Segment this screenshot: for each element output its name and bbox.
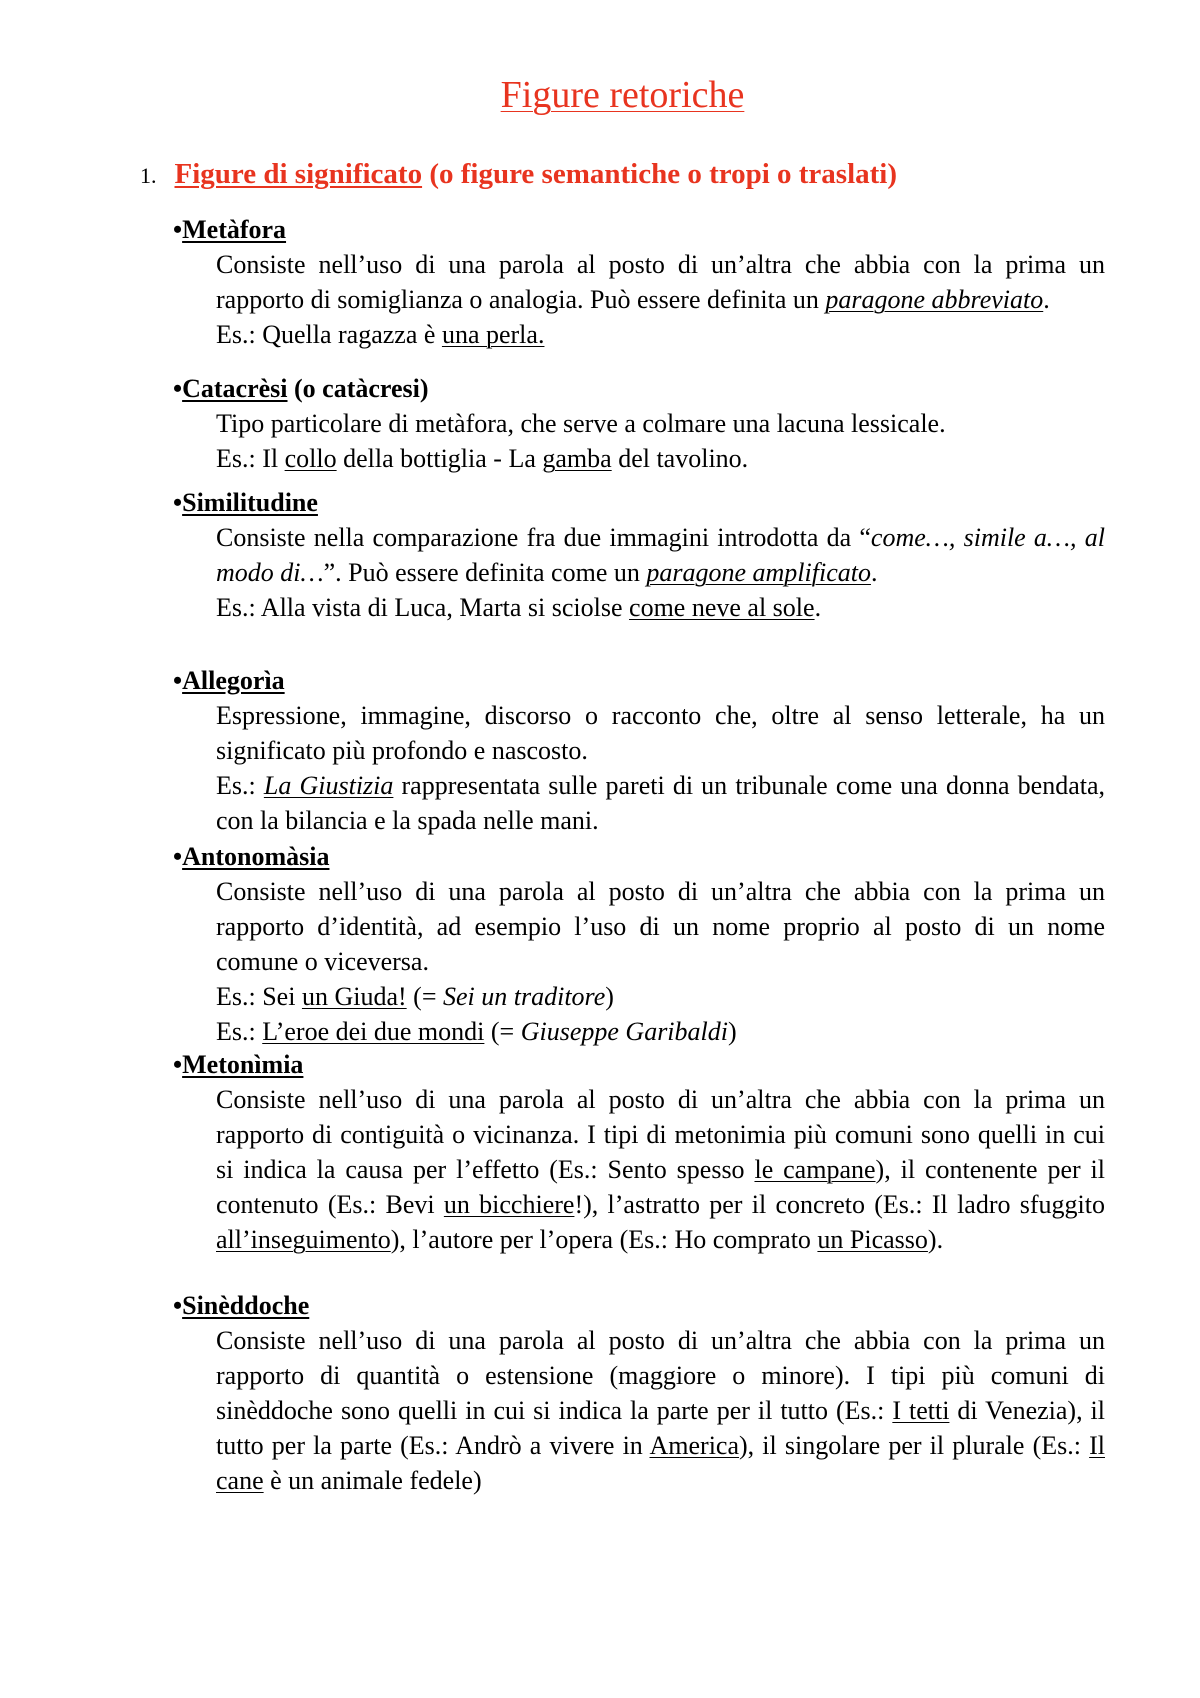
example-underlined: una perla. <box>441 320 545 349</box>
section-title-rest: (o figure semantiche o tropi o traslati) <box>422 158 898 190</box>
bullet: • <box>173 842 183 871</box>
example-underlined: America <box>649 1431 740 1460</box>
entry-allegoria <box>173 664 1105 838</box>
definition-text: ), l’autore per l’opera (Es.: Ho comprato <box>390 1225 818 1254</box>
entry-sineddoche <box>173 1289 1105 1498</box>
entry-example <box>216 441 1105 476</box>
term-label: Similitudine <box>182 488 318 517</box>
term-extra: (o catàcresi) <box>287 374 429 403</box>
term-label: Sinèddoche <box>182 1291 310 1320</box>
example-underlined: I tetti <box>892 1396 950 1425</box>
bullet: • <box>173 215 183 244</box>
example-suffix: rappresentata sulle pareti di un tribunale come una donna bendata, con la bilancia e la spada nelle mani. <box>216 771 1106 835</box>
entry-definition <box>216 874 1105 979</box>
example-suffix: ) <box>727 1017 737 1046</box>
entry-definition <box>216 1323 1105 1498</box>
term-label: Catacrèsi <box>182 374 288 403</box>
example-prefix: Es.: Il <box>216 444 285 473</box>
example-prefix: Es.: Alla vista di Luca, Marta si sciolse <box>216 593 630 622</box>
entry-metonimia <box>173 1048 1105 1257</box>
example-underlined: un Giuda! <box>301 982 407 1011</box>
definition-text: Espressione, immagine, discorso o racconto che, oltre al senso letterale, ha un significato più profondo e nascosto. <box>216 701 1105 765</box>
definition-text-end: ). <box>927 1225 944 1254</box>
definition-text: Consiste nell’uso di una parola al posto di un’altra che abbia con la prima un rapporto di contiguità o vicinanza. I tipi di metonimia più comuni sono quelli in cui si indica la causa per l’effetto (Es.: Sento spesso <box>216 1085 1105 1184</box>
definition-text: Consiste nell’uso di una parola al posto di un’altra che abbia con la prima un rapporto di quantità o estensione (maggiore o minore). I tipi più comuni di sinèddoche sono quelli in cui si indica la parte per il tutto (Es.: <box>216 1326 1105 1425</box>
entry-similitudine <box>173 486 1105 625</box>
definition-text-end: . <box>1043 285 1050 314</box>
entry-metafora <box>173 213 1105 352</box>
definition-text: ), il singolare per il plurale (Es.: <box>739 1431 1090 1460</box>
definition-text: !), l’astratto per il concreto (Es.: Il ladro sfuggito <box>574 1190 1106 1219</box>
term-label: Metàfora <box>182 215 287 244</box>
definition-text: ), il contenente per il contenuto (Es.: Bevi <box>216 1155 1106 1219</box>
section-number: 1. <box>140 163 157 188</box>
definition-text: Tipo particolare di metàfora, che serve a colmare una lacuna lessicale. <box>216 409 946 438</box>
bullet: • <box>173 666 183 695</box>
example-italic: Sei un traditore <box>442 982 606 1011</box>
entry-catacresi <box>173 372 1105 476</box>
bullet: • <box>173 1291 183 1320</box>
definition-italic: come…, simile a…, al modo di… <box>216 523 1105 587</box>
entry-term <box>173 664 1105 698</box>
definition-text: Consiste nella comparazione fra due immagini introdotta da “ <box>216 523 871 552</box>
example-emphasis: La Giustizia <box>263 771 394 800</box>
example-underlined: all’inseguimento <box>216 1225 391 1254</box>
example-middle: della bottiglia - La <box>336 444 543 473</box>
example-underlined: L’eroe dei due mondi <box>262 1017 485 1046</box>
entry-term <box>173 1048 1105 1082</box>
entry-definition <box>216 520 1105 590</box>
example-middle: (= <box>484 1017 521 1046</box>
entry-definition <box>216 1082 1105 1257</box>
example-underlined: Il cane <box>216 1431 1105 1495</box>
definition-text-end: è un animale fedele) <box>263 1466 482 1495</box>
definition-text-end: . <box>870 558 878 587</box>
definition-emphasis: paragone amplificato <box>646 558 871 587</box>
section-title-main: Figure di significato <box>174 158 423 190</box>
definition-text: di Venezia), il tutto per la parte (Es.: Andrò a vivere in <box>216 1396 1106 1460</box>
entry-example <box>216 317 1105 352</box>
definition-text: Consiste nell’uso di una parola al posto di un’altra che abbia con la prima un rapporto d’identità, ad esempio l’uso di un nome proprio al posto di un nome comune o viceversa. <box>216 877 1105 976</box>
entry-definition <box>216 247 1105 317</box>
example-underlined: un Picasso <box>817 1225 928 1254</box>
entry-term <box>173 372 1105 406</box>
bullet: • <box>173 1050 183 1079</box>
example-suffix: del tavolino. <box>611 444 749 473</box>
entry-term <box>173 486 1105 520</box>
term-label: Metonìmia <box>182 1050 304 1079</box>
example-underlined: un bicchiere <box>443 1190 575 1219</box>
example-underlined: collo <box>284 444 337 473</box>
example-prefix: Es.: Sei <box>216 982 302 1011</box>
example-suffix: ) <box>605 982 614 1011</box>
example-underlined: gamba <box>542 444 612 473</box>
example-italic: Giuseppe Garibaldi <box>520 1017 728 1046</box>
example-middle: (= <box>406 982 443 1011</box>
definition-text-mid: ”. Può essere definita come un <box>323 558 647 587</box>
section-heading <box>140 158 897 191</box>
entry-definition <box>216 698 1105 768</box>
entry-example <box>216 1014 1105 1049</box>
definition-emphasis: paragone abbreviato <box>825 285 1044 314</box>
term-label: Antonomàsia <box>182 842 330 871</box>
entry-example <box>216 590 1105 625</box>
bullet: • <box>173 374 183 403</box>
entry-antonomasia <box>173 840 1105 1049</box>
example-prefix: Es.: Quella ragazza è <box>216 320 442 349</box>
example-prefix: Es.: <box>216 771 264 800</box>
entry-example <box>216 979 1105 1014</box>
entry-example <box>216 768 1105 838</box>
document-title: Figure retoriche <box>500 74 745 116</box>
entry-term <box>173 1289 1105 1323</box>
example-suffix: . <box>814 593 822 622</box>
entry-term <box>173 213 1105 247</box>
example-underlined: come neve al sole <box>629 593 815 622</box>
example-prefix: Es.: <box>216 1017 263 1046</box>
term-label: Allegorìa <box>182 666 285 695</box>
definition-text: Consiste nell’uso di una parola al posto di un’altra che abbia con la prima un rapporto di somiglianza o analogia. Può essere definita un <box>216 250 1105 314</box>
entry-term <box>173 840 1105 874</box>
entry-definition <box>216 406 1105 441</box>
example-underlined: le campane <box>754 1155 876 1184</box>
bullet: • <box>173 488 183 517</box>
